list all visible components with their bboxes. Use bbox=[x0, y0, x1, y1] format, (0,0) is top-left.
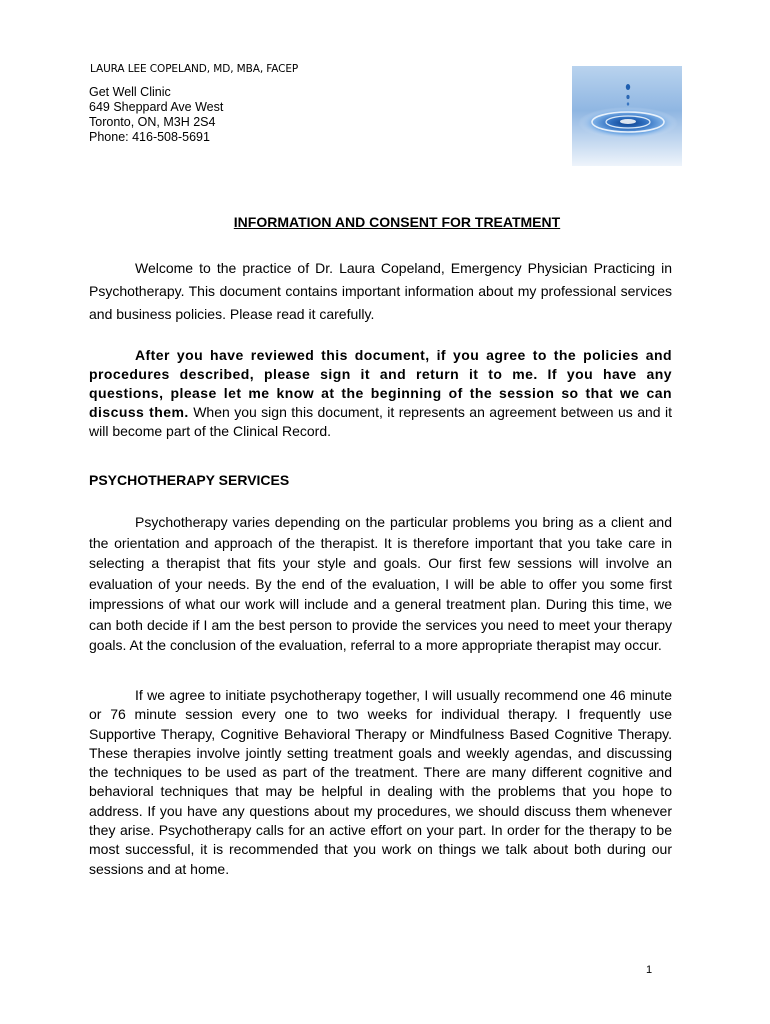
physician-name: LAURA LEE COPELAND, MD, MBA, FACEP bbox=[90, 63, 299, 75]
clinic-street: 649 Sheppard Ave West bbox=[89, 100, 224, 114]
consent-bold-text: After you have reviewed this document, if you agree to the policies and procedures described, please sign it and return it to me. If you have any questions, please let me know at the beginning of the session so that we can discuss them. bbox=[89, 347, 672, 420]
page-number: 1 bbox=[646, 964, 653, 976]
services-paragraph-2: If we agree to initiate psychotherapy together, I will usually recommend one 46 minute or 76 minute session every one to two weeks for individual therapy. I frequently use Supportive Therapy, Cognitive Behavioral Therapy or Mindfulness Based Cognitive Therapy. These therapies involve jointly setting treatment goals and weekly agendas, and discussing the techniques to be used as part of the treatment. There are many different cognitive and behavioral techniques that may be helpful in dealing with the problems that you hope to address. If you have any questions about my procedures, we should discuss them whenever they arise. Psychotherapy calls for an active effort on your part. In order for the therapy to be most successful, it is recommended that you work on things we talk about both during our sessions and at home. bbox=[89, 687, 672, 877]
document-title: INFORMATION AND CONSENT FOR TREATMENT bbox=[233, 214, 561, 230]
clinic-address-block bbox=[89, 85, 223, 145]
services-paragraph-1: Psychotherapy varies depending on the particular problems you bring as a client and the orientation and approach of the therapist. It is therefore important that you take care in selecting a therapist that fits your style and goals. Our first few sessions will involve an evaluation of your needs. By the end of the evaluation, I will be able to offer you some first impressions of what our work will include and a general treatment plan. During this time, we can both decide if I am the best person to provide the services you need to meet your therapy goals. At the conclusion of the evaluation, referral to a more appropriate therapist may occur. bbox=[89, 514, 672, 653]
intro-paragraph: Welcome to the practice of Dr. Laura Copeland, Emergency Physician Practicing in Psychotherapy. This document contains important information about my professional services and business policies. Please read it carefully. bbox=[89, 260, 672, 322]
section-heading: PSYCHOTHERAPY SERVICES bbox=[89, 472, 290, 488]
consent-regular-text: When you sign this document, it represents an agreement between us and it will become part of the Clinical Record. bbox=[89, 404, 673, 439]
water-drop-logo-image bbox=[572, 66, 682, 166]
consent-paragraph bbox=[89, 346, 672, 441]
clinic-name: Get Well Clinic bbox=[89, 85, 171, 99]
clinic-city: Toronto, ON, M3H 2S4 bbox=[89, 115, 216, 129]
clinic-phone: Phone: 416-508-5691 bbox=[89, 130, 210, 144]
